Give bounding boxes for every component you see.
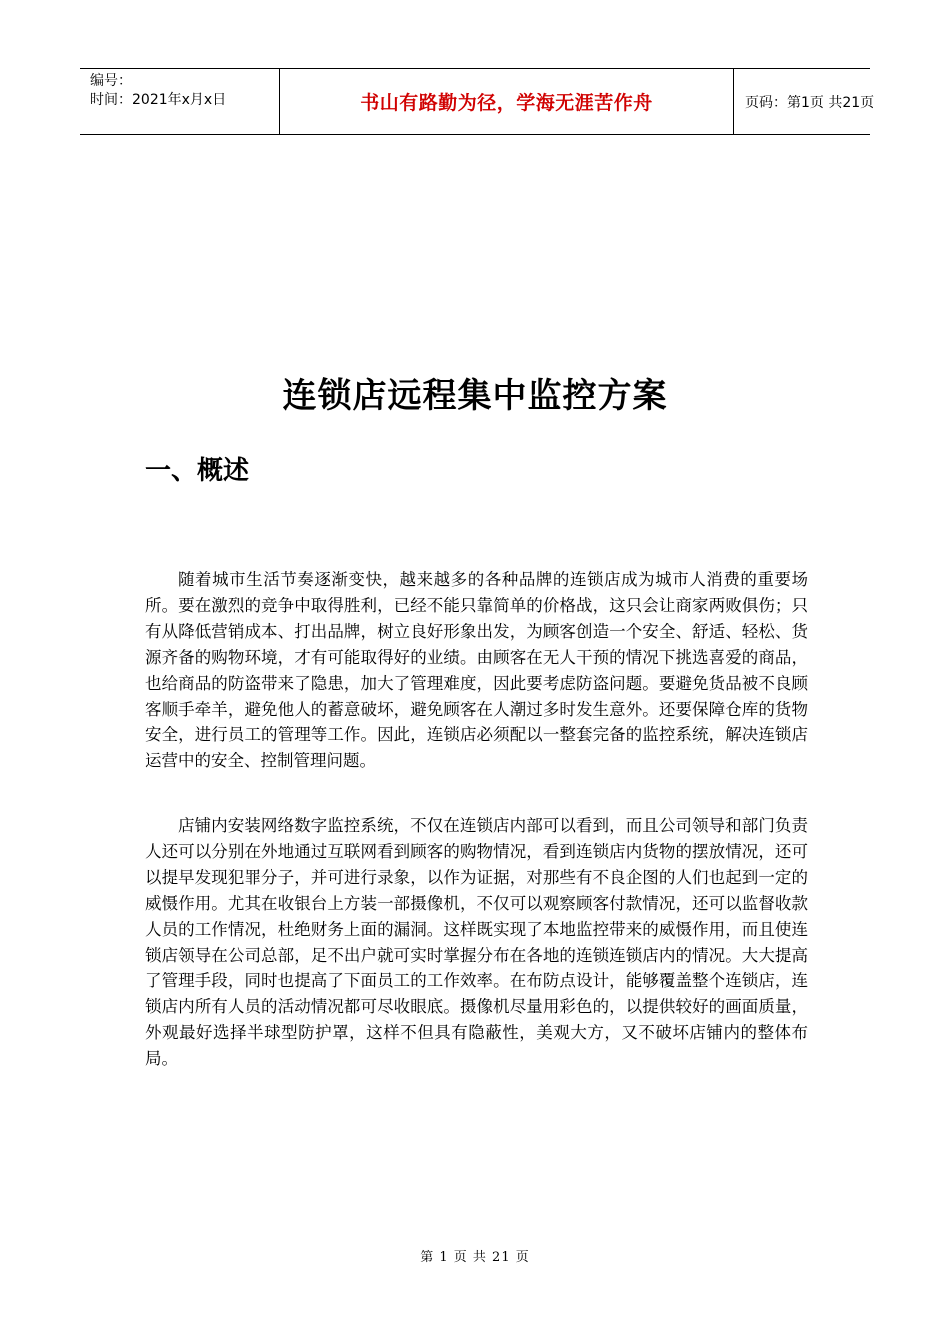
section-heading: 一、概述 — [145, 456, 250, 486]
header-page-code: 页码：第1页 共21页 — [745, 94, 875, 111]
paragraph: 随着城市生活节奏逐渐变快，越来越多的各种品牌的连锁店成为城市人消费的重要场所。要在激烈的竞争中取得胜利，已经不能只靠简单的价格战，这只会让商家两败俱伤；只有从降低营销成本、打出品牌，树立良好形象出发，为顾客创造一个安全、舒适、轻松、货源齐备的购物环境，才有可能取得好的业绩。由顾客在无人干预的情况下挑选喜爱的商品，也给商品的防盗带来了隐患，加大了管理难度，因此要考虑防盗问题。要避免货品被不良顾客顺手牵羊，避免他人的蓄意破坏，避免顾客在人潮过多时发生意外。还要保障仓库的货物安全，进行员工的管理等工作。因此，连锁店必须配以一整套完备的监控系统，解决连锁店运营中的安全、控制管理问题。 — [145, 570, 808, 771]
time-label: 时间：2021年x月x日 — [90, 92, 227, 108]
page-footer: 第 1 页 共 21 页 — [420, 1250, 530, 1265]
header-motto: 书山有路勤为径，学海无涯苦作舟 — [280, 69, 734, 134]
paragraph: 店铺内安装网络数字监控系统，不仅在连锁店内部可以看到，而且公司领导和部门负责人还可以分别在外地通过互联网看到顾客的购物情况，看到连锁店内货物的摆放情况，还可以提早发现犯罪分子，并可进行录象，以作为证据，对那些有不良企图的人们也起到一定的威慑作用。尤其在收银台上方装一部摄像机，不仅可以观察顾客付款情况，还可以监督收款人员的工作情况，杜绝财务上面的漏洞。这样既实现了本地监控带来的威慑作用，而且使连锁店领导在公司总部，足不出户就可实时掌握分布在各地的连锁连锁店内的情况。大大提高了管理手段，同时也提高了下面员工的工作效率。在布防点设计，能够覆盖整个连锁店，连锁店内所有人员的活动情况都可尽收眼底。摄像机尽量用彩色的，以提供较好的画面质量，外观最好选择半球型防护罩，这样不但具有隐蔽性，美观大方，又不破坏店铺内的整体布局。 — [145, 816, 808, 1069]
document-title: 连锁店远程集中监控方案 — [282, 376, 668, 416]
page-header — [80, 68, 875, 135]
header-meta — [80, 69, 280, 134]
number-label: 编号： — [90, 73, 132, 89]
